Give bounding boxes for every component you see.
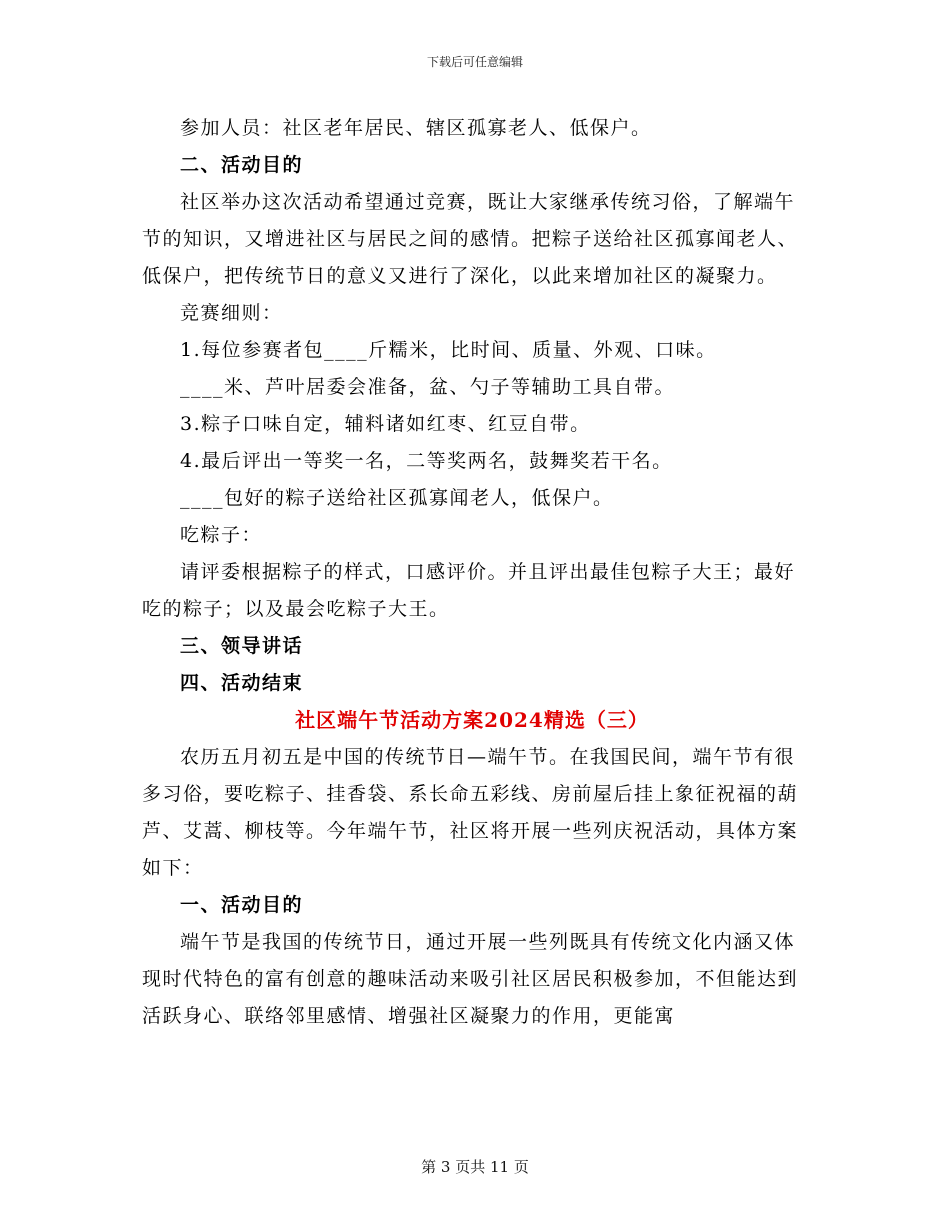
intro-paragraph: 农历五月初五是中国的传统节日—端午节。在我国民间，端午节有很多习俗，要吃粽子、挂香袋、系长命五彩线、房前屋后挂上象征祝福的葫芦、艾蒿、柳枝等。今年端午节，社区将开展一些列庆祝活动，具体方案如下：	[142, 746, 799, 879]
purpose-paragraph-2: 端午节是我国的传统节日，通过开展一些列既具有传统文化内涵又体现时代特色的富有创意的趣味活动来吸引社区居民积极参加，不但能达到活跃身心、联络邻里感情、增强社区凝聚力的作用，更能寓	[142, 931, 799, 1027]
rule-item-1: 1.每位参赛者包____斤糯米，比时间、质量、外观、口味。	[180, 339, 717, 361]
rule-item-3: 3.粽子口味自定，辅料诸如红枣、红豆自带。	[180, 413, 591, 435]
document-title: 社区端午节活动方案2024精选（三）	[295, 708, 649, 732]
document-body	[142, 110, 802, 1035]
section-heading-purpose: 二、活动目的	[180, 154, 304, 176]
page-header: 下载后可任意编辑	[426, 55, 523, 69]
rule-item-5: ____包好的粽子送给社区孤寡闻老人，低保户。	[180, 487, 614, 509]
page-footer: 第 3 页共 11 页	[421, 1158, 529, 1176]
rule-item-4: 4.最后评出一等奖一名，二等奖两名，鼓舞奖若干名。	[180, 450, 673, 472]
section-heading-purpose-2: 一、活动目的	[180, 894, 304, 916]
participants-line: 参加人员：社区老年居民、辖区孤寡老人、低保户。	[180, 117, 652, 139]
eating-paragraph: 请评委根据粽子的样式，口感评价。并且评出最佳包粽子大王；最好吃的粽子；以及最会吃粽子大王。	[142, 561, 796, 620]
eating-heading: 吃粽子：	[180, 524, 263, 546]
section-heading-speech: 三、领导讲话	[180, 635, 304, 657]
rules-heading: 竞赛细则：	[180, 302, 283, 324]
section-heading-end: 四、活动结束	[180, 672, 304, 694]
purpose-paragraph: 社区举办这次活动希望通过竞赛，既让大家继承传统习俗，了解端午节的知识，又增进社区与居民之间的感情。把粽子送给社区孤寡闻老人、低保户，把传统节日的意义又进行了深化，以此来增加社区的凝聚力。	[142, 191, 799, 287]
rule-item-2: ____米、芦叶居委会准备，盆、勺子等辅助工具自带。	[180, 376, 676, 398]
